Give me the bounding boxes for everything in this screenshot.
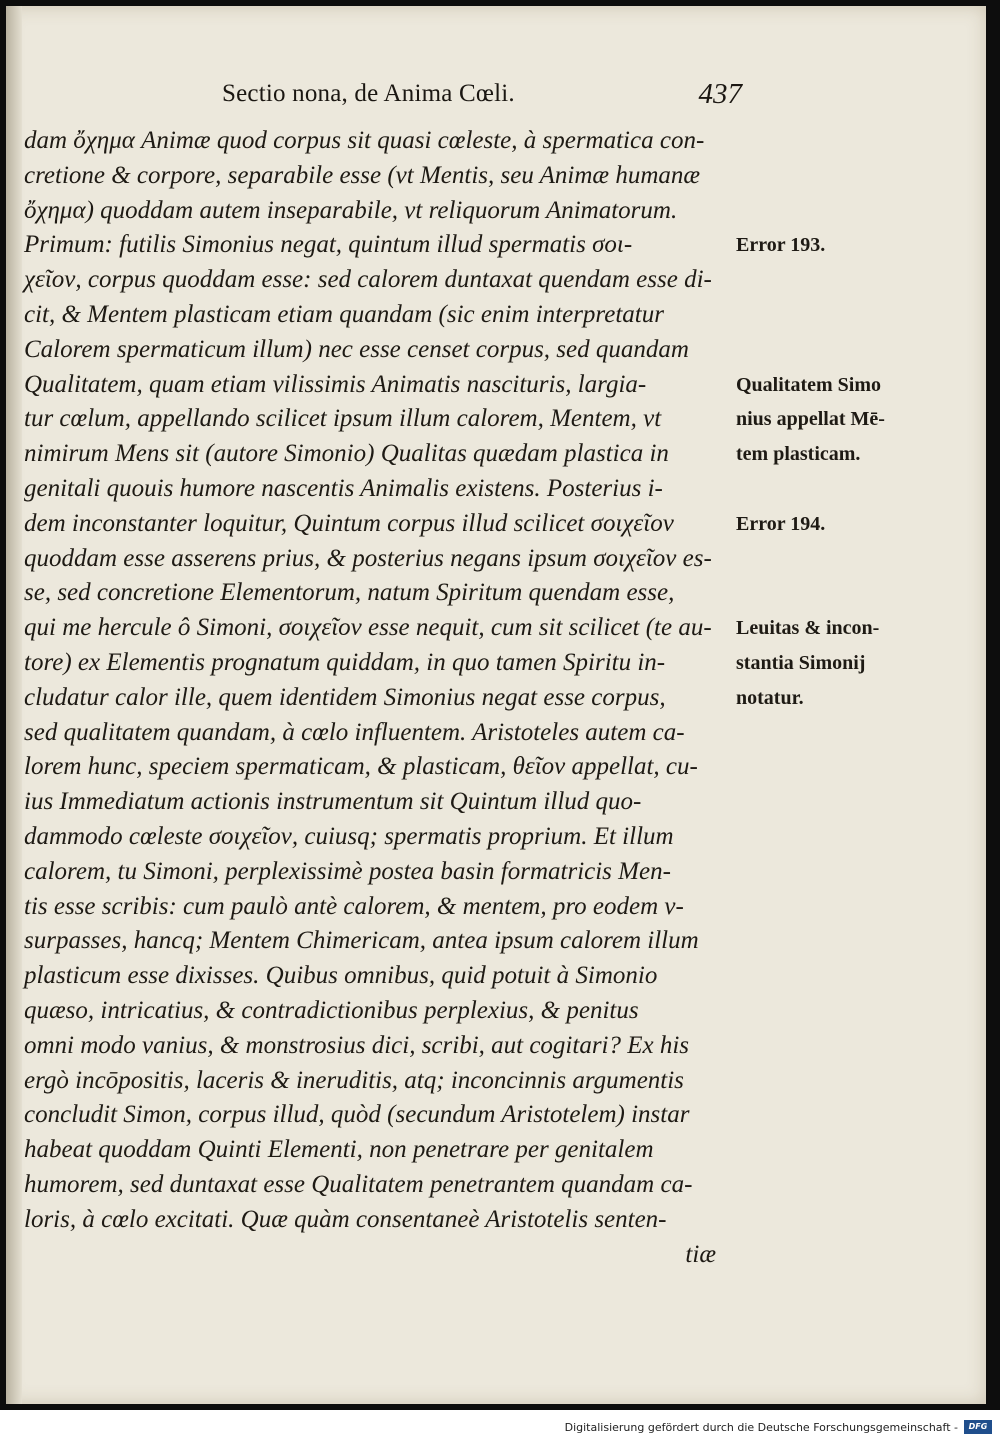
text-line: sed qualitatem quandam, à cœlo influentem. Aristoteles autem ca-	[24, 718, 685, 746]
funding-credit: Digitalisierung gefördert durch die Deutsche Forschungsgemeinschaft -	[564, 1421, 958, 1434]
text-line: tis esse scribis: cum paulò antè calorem, & mentem, pro eodem v-	[24, 892, 684, 920]
text-line: calorem, tu Simoni, perplexissimè postea basin formatricis Men-	[24, 857, 671, 885]
margin-note: Error 194.	[736, 512, 826, 535]
footer-bar	[0, 1410, 1000, 1445]
text-line: loris, à cœlo excitati. Quæ quàm consentaneè Aristotelis senten-	[24, 1205, 667, 1233]
margin-note: stantia Simonij	[736, 652, 866, 674]
body-text	[24, 124, 744, 1272]
margin-note: Leuitas & incon-	[736, 617, 880, 640]
page-gutter	[6, 6, 22, 1404]
text-line: qui me hercule ô Simoni, σοιχεῖον esse nequit, cum sit scilicet (te au-	[24, 614, 712, 642]
text-line: Primum: futilis Simonius negat, quintum illud spermatis σοι-	[24, 231, 633, 259]
margin-note: nius appellat Mē-	[736, 408, 885, 431]
text-line: Qualitatem, quam etiam vilissimis Animatis nascituris, largia-	[24, 370, 647, 398]
text-line: quæso, intricatius, & contradictionibus perplexius, & penitus	[24, 996, 639, 1024]
dfg-logo-icon: DFG	[964, 1420, 992, 1434]
text-line: cretione & corpore, separabile esse (vt Mentis, seu Animæ humanæ	[24, 161, 701, 189]
text-line: tore) ex Elementis prognatum quiddam, in quo tamen Spiritu in-	[24, 648, 666, 676]
text-line: omni modo vanius, & monstrosius dici, scribi, aut cogitari? Ex his	[24, 1031, 690, 1059]
margin-note: Error 193.	[736, 234, 826, 257]
text-line: nimirum Mens sit (autore Simonio) Qualitas quædam plastica in	[24, 440, 669, 468]
margin-note: tem plasticam.	[736, 443, 861, 466]
text-line: humorem, sed duntaxat esse Qualitatem penetrantem quandam ca-	[24, 1170, 693, 1198]
page-header	[222, 80, 742, 120]
text-line: cludatur calor ille, quem identidem Simonius negat esse corpus,	[24, 683, 666, 711]
text-line: tur cœlum, appellando scilicet ipsum illum calorem, Mentem, vt	[24, 405, 662, 433]
page-number: 437	[698, 78, 742, 110]
text-line: χεῖον, corpus quoddam esse: sed calorem duntaxat quendam esse di-	[24, 266, 712, 294]
text-line: se, sed concretione Elementorum, natum Spiritum quendam esse,	[24, 579, 675, 607]
text-line: habeat quoddam Quinti Elementi, non penetrare per genitalem	[24, 1136, 654, 1164]
text-line: ὄχημα) quoddam autem inseparabile, vt reliquorum Animatorum.	[24, 196, 678, 224]
running-head: Sectio nona, de Anima Cœli.	[222, 80, 515, 107]
text-line: concludit Simon, corpus illud, quòd (secundum Aristotelem) instar	[24, 1101, 690, 1129]
margin-note: Qualitatem Simo	[736, 373, 881, 396]
text-line: lorem hunc, speciem spermaticam, & plasticam, θεῖον appellat, cu-	[24, 753, 698, 781]
text-line: cit, & Mentem plasticam etiam quandam (sic enim interpretatur	[24, 300, 664, 328]
text-line: dem inconstanter loquitur, Quintum corpus illud scilicet σοιχεῖον	[24, 509, 674, 537]
text-line: dam ὄχημα Animæ quod corpus sit quasi cœleste, à spermatica con-	[24, 127, 705, 154]
text-line: plasticum esse dixisses. Quibus omnibus, quid potuit à Simonio	[24, 962, 658, 990]
margin-note: notatur.	[736, 686, 804, 709]
text-line: ius Immediatum actionis instrumentum sit Quintum illud quo-	[24, 788, 642, 816]
text-line: Calorem spermaticum illum) nec esse censet corpus, sed quandam	[24, 335, 689, 363]
text-line: genitali quouis humore nascentis Animalis existens. Posterius i-	[24, 474, 663, 502]
text-line: ergò incōpositis, laceris & ineruditis, atq; inconcinnis argumentis	[24, 1066, 684, 1094]
text-line: surpasses, hancq; Mentem Chimericam, antea ipsum calorem illum	[24, 927, 699, 955]
text-line: tiæ	[685, 1240, 716, 1268]
text-line: dammodo cœleste σοιχεῖον, cuiusq; spermatis proprium. Et illum	[24, 822, 674, 850]
text-line: quoddam esse asserens prius, & posterius negans ipsum σοιχεῖον es-	[24, 544, 712, 572]
